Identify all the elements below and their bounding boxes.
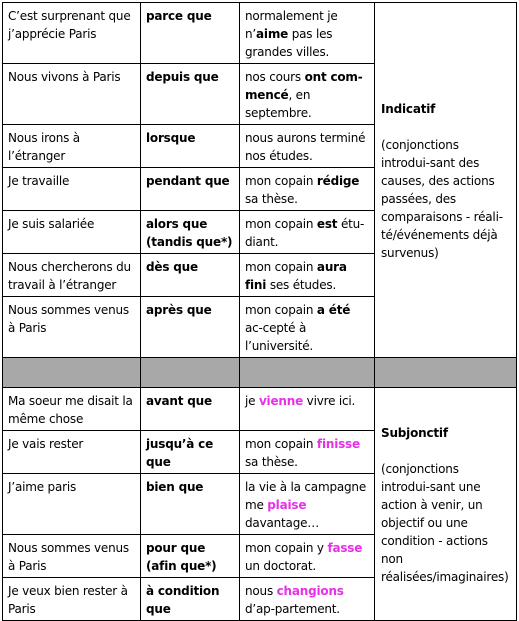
clause-text: nous bbox=[245, 584, 277, 598]
clause-text: ses études. bbox=[266, 278, 337, 292]
clause-text: la vie à la campagne me bbox=[245, 480, 367, 512]
table-row bbox=[3, 388, 517, 431]
main-clause-cell: Nous sommes venus à Paris bbox=[3, 535, 141, 578]
subordinate-clause-cell bbox=[240, 578, 375, 621]
conjunction-cell: bien que bbox=[141, 474, 240, 535]
conjunction-cell: après que bbox=[141, 297, 240, 358]
table-row bbox=[3, 3, 517, 64]
main-clause-cell: Je veux bien rester à Paris bbox=[3, 578, 141, 621]
conjunction-cell: dès que bbox=[141, 254, 240, 297]
subordinate-clause-cell bbox=[240, 211, 375, 254]
mood-title-indicatif: Indicatif bbox=[381, 102, 436, 116]
mood-cell-indicatif bbox=[375, 3, 517, 358]
clause-text: davantage… bbox=[245, 516, 320, 530]
subjunctive-verb: fasse bbox=[327, 541, 363, 555]
conjunction-cell: parce que bbox=[141, 3, 240, 64]
subordinate-clause-cell bbox=[240, 3, 375, 64]
clause-text: ac-cepté à l’université. bbox=[245, 321, 313, 353]
clause-text: vivre ici. bbox=[303, 394, 356, 408]
separator-cell bbox=[141, 358, 240, 388]
main-clause-cell: Je vais rester bbox=[3, 431, 141, 474]
subordinate-clause-cell bbox=[240, 297, 375, 358]
mood-description-subjonctif: (conjonctions introdui-sant une action à venir, un objectif ou une condition - actions non réalisées/imaginaires) bbox=[381, 462, 509, 584]
indicative-verb: est bbox=[316, 217, 338, 231]
main-clause-cell: Nous vivons à Paris bbox=[3, 64, 141, 125]
mood-description-indicatif: (conjonctions introdui-sant des causes, des actions passées, des comparaisons - réali-té/événements déjà survenus) bbox=[381, 138, 503, 260]
subordinate-clause-cell bbox=[240, 254, 375, 297]
indicative-verb: ont com-mencé bbox=[245, 70, 363, 102]
subordinate-clause-cell bbox=[240, 474, 375, 535]
subordinate-clause-cell bbox=[240, 125, 375, 168]
conjunction-mood-table bbox=[2, 2, 517, 621]
main-clause-cell: Nous sommes venus à Paris bbox=[3, 297, 141, 358]
mood-title-subjonctif: Subjonctif bbox=[381, 426, 448, 440]
conjunction-cell: lorsque bbox=[141, 125, 240, 168]
clause-text: pas les grandes villes. bbox=[245, 27, 333, 59]
clause-text: mon copain y bbox=[245, 541, 328, 555]
indicative-verb: a été bbox=[316, 303, 351, 317]
clause-text: d’ap-partement. bbox=[245, 602, 340, 616]
conjunction-cell: pour que (afin que*) bbox=[141, 535, 240, 578]
separator-cell bbox=[240, 358, 375, 388]
clause-text: sa thèse. bbox=[245, 455, 298, 469]
indicative-verb: aura fini bbox=[245, 260, 347, 292]
conjunction-cell: avant que bbox=[141, 388, 240, 431]
main-clause-cell: Je suis salariée bbox=[3, 211, 141, 254]
clause-text: , en septembre. bbox=[245, 88, 312, 120]
clause-text: nous aurons terminé nos études. bbox=[245, 131, 366, 163]
conjunction-cell: depuis que bbox=[141, 64, 240, 125]
separator-row bbox=[3, 358, 517, 388]
main-clause-cell: Nous irons à l’étranger bbox=[3, 125, 141, 168]
subjunctive-verb: changions bbox=[276, 584, 344, 598]
separator-cell bbox=[375, 358, 517, 388]
conjunction-cell: jusqu’à ce que bbox=[141, 431, 240, 474]
main-clause-cell: J’aime paris bbox=[3, 474, 141, 535]
clause-text: un doctorat. bbox=[245, 559, 317, 573]
clause-text: mon copain bbox=[245, 260, 317, 274]
indicative-verb: aime bbox=[256, 27, 289, 41]
main-clause-cell: Nous chercherons du travail à l’étranger bbox=[3, 254, 141, 297]
subjunctive-verb: vienne bbox=[258, 394, 304, 408]
subjunctive-verb: finisse bbox=[316, 437, 360, 451]
clause-text: nos cours bbox=[245, 70, 305, 84]
mood-cell-subjonctif bbox=[375, 388, 517, 621]
subordinate-clause-cell bbox=[240, 64, 375, 125]
indicative-verb: rédige bbox=[316, 174, 360, 188]
clause-text: sa thèse. bbox=[245, 192, 298, 206]
clause-text: je bbox=[245, 394, 259, 408]
subordinate-clause-cell bbox=[240, 388, 375, 431]
conjunction-cell: pendant que bbox=[141, 168, 240, 211]
clause-text: mon copain bbox=[245, 217, 317, 231]
clause-text: mon copain bbox=[245, 303, 317, 317]
subjunctive-verb: plaise bbox=[267, 498, 307, 512]
clause-text: mon copain bbox=[245, 437, 317, 451]
subordinate-clause-cell bbox=[240, 431, 375, 474]
clause-text: normalement je n’ bbox=[245, 9, 338, 41]
main-clause-cell: Ma soeur me disait la même chose bbox=[3, 388, 141, 431]
main-clause-cell: Je travaille bbox=[3, 168, 141, 211]
subordinate-clause-cell bbox=[240, 535, 375, 578]
clause-text: étu-diant. bbox=[245, 217, 365, 249]
conjunction-cell: alors que (tandis que*) bbox=[141, 211, 240, 254]
conjunction-cell: à condition que bbox=[141, 578, 240, 621]
clause-text: mon copain bbox=[245, 174, 317, 188]
separator-cell bbox=[3, 358, 141, 388]
main-clause-cell: C’est surprenant que j’apprécie Paris bbox=[3, 3, 141, 64]
subordinate-clause-cell bbox=[240, 168, 375, 211]
